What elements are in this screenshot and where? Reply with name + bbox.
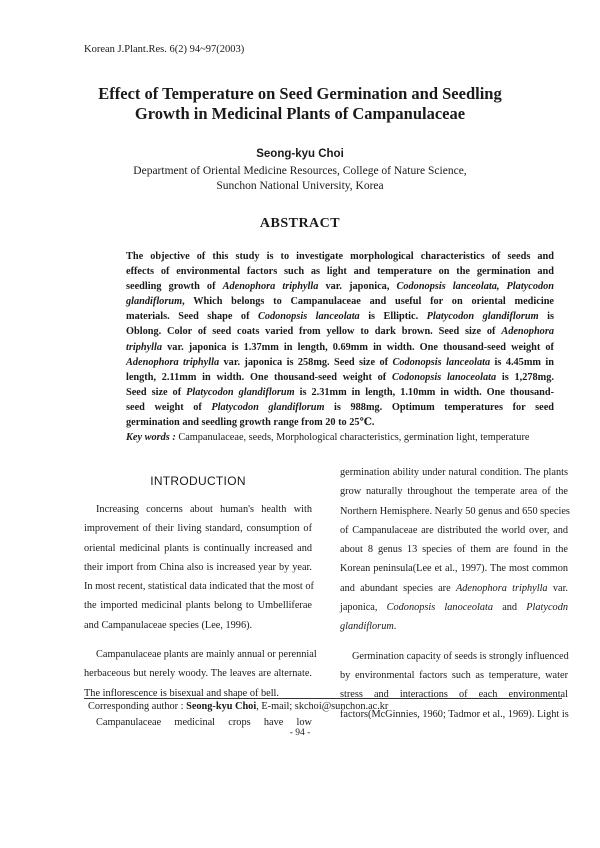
keywords-label: Key words : xyxy=(126,432,176,443)
text-run: is xyxy=(538,311,554,323)
text-line xyxy=(84,519,312,538)
text-line xyxy=(84,616,312,635)
text-line xyxy=(84,500,312,519)
text-run: the imported medicinal plants belong to Umbelliferae xyxy=(84,600,312,612)
text-line xyxy=(126,400,554,415)
journal-citation: Korean J.Plant.Res. 6(2) 94~97(2003) xyxy=(84,44,245,55)
text-line xyxy=(126,385,554,400)
text-run: Campanulaceae plants are mainly annual or perennial xyxy=(96,649,317,661)
species-name: Adenophora triphylla xyxy=(222,281,319,293)
species-name: Adenophora triphylla xyxy=(126,356,220,368)
text-line xyxy=(126,355,554,370)
text-run: grow naturally throughout the temperate area of the xyxy=(340,486,568,498)
species-name: triphylla xyxy=(126,341,163,353)
author-name: Seong-kyu Choi xyxy=(256,148,344,160)
text-line xyxy=(126,279,554,294)
text-run: by environmental factors such as temperature, water xyxy=(340,669,568,681)
keywords-text: Campanulaceae, seeds, Morphological characteristics, germination light, temperature xyxy=(175,432,530,443)
text-run: seed weight of xyxy=(126,401,212,413)
text-run: japonica, xyxy=(340,602,387,614)
footnote-divider xyxy=(84,698,562,699)
text-run: Campanulaceae medicinal crops have low xyxy=(96,716,312,728)
species-name: glandiflorum xyxy=(126,296,183,308)
text-line xyxy=(126,340,554,355)
text-line xyxy=(84,558,312,577)
affiliation-line: Department of Oriental Medicine Resources, College of Nature Science, xyxy=(133,165,467,177)
text-run: effects of environmental factors such as light and temperature on the germination and xyxy=(126,266,554,278)
text-run: about 8 genus 13 species of them are found in the xyxy=(340,544,568,556)
species-name: Codonopsis lanoceolata xyxy=(391,371,497,383)
text-run: seedling growth of xyxy=(126,281,223,293)
text-run: Northern Hemisphere. Nearly 50 genus and 650 species xyxy=(340,505,570,517)
paragraph xyxy=(340,463,568,637)
text-run: germination and seedling growth range from 20 to 25℃. xyxy=(126,417,375,429)
text-run: is 4.45mm in xyxy=(490,356,554,368)
species-name: Codonopsis lanoceolata xyxy=(386,602,494,614)
species-name: Platycodon glandiflorum xyxy=(211,401,325,413)
text-run: and Campanulaceae species (Lee, 1996). xyxy=(84,619,253,631)
paragraph-gap xyxy=(340,637,568,647)
text-run: var. japonica is 1.37mm in length, 0.69mm in width. One thousand-seed weight of xyxy=(162,341,554,353)
text-run: is 1,278mg. xyxy=(496,371,554,383)
text-run: improvement of their living standard, consumption of xyxy=(84,523,312,535)
paragraph-gap xyxy=(84,635,312,645)
text-run: The inflorescence is bisexual and shape of bell. xyxy=(84,687,279,699)
abstract-body xyxy=(126,249,554,430)
text-run: their import from China also is increased year by year. xyxy=(84,561,312,573)
text-run: Seed size of xyxy=(126,386,187,398)
text-line xyxy=(126,324,554,339)
footnote-contact: , E-mail; skchoi@sunchon.ac.kr xyxy=(256,701,389,712)
text-run: Oblong. Color of seed coats varied from yellow to dark brown. Seed size of xyxy=(126,326,502,338)
text-run: Korean peninsula(Lee et al., 1997). The most common xyxy=(340,563,568,575)
species-name: Platycodon glandiflorum xyxy=(426,311,539,323)
text-run: of Campanulaceae are distributed the world over, and xyxy=(340,524,568,536)
text-line xyxy=(340,559,568,578)
title-line: Growth in Medicinal Plants of Campanulaceae xyxy=(134,104,466,123)
text-line xyxy=(340,647,568,666)
page-number: - 94 - xyxy=(289,728,311,738)
species-name: Adenophora xyxy=(501,326,554,338)
text-run: is Elliptic. xyxy=(359,311,427,323)
right-column xyxy=(340,463,568,724)
text-line xyxy=(84,645,317,664)
text-line xyxy=(126,415,554,430)
text-run: materials. Seed shape of xyxy=(126,311,258,323)
text-run: and abundant species are xyxy=(340,582,456,594)
text-line xyxy=(340,463,568,482)
text-line xyxy=(340,540,568,559)
text-line xyxy=(126,264,554,279)
footnote-author: Seong-kyu Choi xyxy=(186,701,257,712)
text-run: In most recent, statistical data indicated that the most of xyxy=(84,581,314,593)
footnote-label: Corresponding author : xyxy=(88,701,187,712)
text-line xyxy=(126,294,554,309)
title-line: Effect of Temperature on Seed Germination and Seedling xyxy=(98,84,502,103)
paragraph xyxy=(340,647,568,724)
species-name: Codonopsis lanceolata xyxy=(392,356,491,368)
text-line xyxy=(340,482,568,501)
text-run: factors(McGinnies, 1960; Tadmor et al., 1969). Light is xyxy=(340,708,569,720)
affiliation xyxy=(0,164,600,194)
text-line xyxy=(340,617,568,636)
text-line xyxy=(340,521,568,540)
species-name: Adenophora triphylla xyxy=(455,582,548,594)
paragraph xyxy=(84,645,317,703)
introduction-heading: INTRODUCTION xyxy=(150,474,246,488)
text-run: . xyxy=(393,621,397,633)
footnote xyxy=(88,701,388,712)
text-line xyxy=(84,577,312,596)
text-line xyxy=(84,539,312,558)
species-name: Platycodn xyxy=(526,602,568,614)
keywords-line xyxy=(126,432,529,443)
text-line xyxy=(340,598,568,617)
text-run: The objective of this study is to investigate morphological characteristics of seeds and xyxy=(126,251,554,262)
text-run: var. japonica is 258mg. Seed size of xyxy=(219,356,393,368)
text-line xyxy=(84,596,312,615)
text-line xyxy=(340,502,568,521)
abstract-heading: ABSTRACT xyxy=(259,216,341,231)
text-line xyxy=(84,664,312,683)
species-name: Codonopsis lanceolata, Platycodon xyxy=(396,281,554,293)
text-line xyxy=(126,249,554,264)
text-run: Germination capacity of seeds is strongly influenced xyxy=(352,650,569,662)
text-run: and xyxy=(493,602,527,614)
species-name: glandiflorum xyxy=(340,621,394,633)
text-run: , Which belongs to Campanulaceae and useful for on oriental medicine xyxy=(182,296,554,308)
text-run: var. xyxy=(547,582,569,594)
text-run: oriental medicinal plants is continually increased and xyxy=(84,542,312,554)
affiliation-line: Sunchon National University, Korea xyxy=(216,180,384,192)
species-name: Codonopsis lanceolata xyxy=(257,311,360,323)
text-line xyxy=(126,370,554,385)
text-line xyxy=(126,309,554,324)
paper-title xyxy=(0,84,600,124)
text-run: herbaceous but nerely woody. The leaves are alternate. xyxy=(84,668,312,680)
text-run: Increasing concerns about human's health with xyxy=(96,504,312,515)
text-run: is 2.31mm in length, 1.10mm in width. One thousand- xyxy=(294,386,555,398)
paragraph xyxy=(84,500,312,635)
text-run: stress and interactions of each environmental xyxy=(340,689,568,701)
text-line xyxy=(340,579,568,598)
species-name: Platycodon glandiflorum xyxy=(186,386,295,398)
text-run: is 988mg. Optimum temperatures for seed xyxy=(324,401,554,413)
text-run: germination ability under natural condition. The plants xyxy=(340,467,568,478)
text-run: var. japonica, xyxy=(318,281,397,293)
text-run: length, 2.11mm in width. One thousand-seed weight of xyxy=(126,371,392,383)
text-line xyxy=(340,666,568,685)
